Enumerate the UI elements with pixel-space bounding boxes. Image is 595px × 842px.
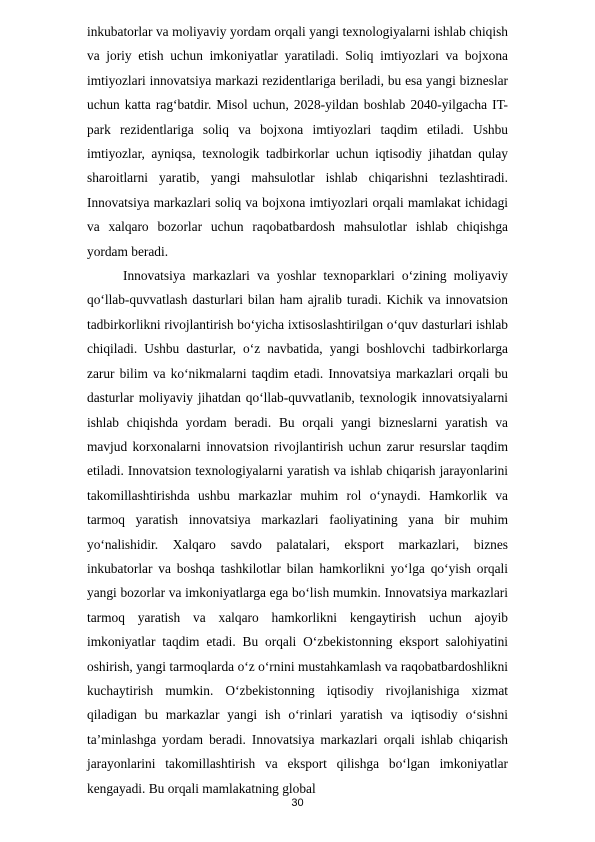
paragraph-1: inkubatorlar va moliyaviy yordam orqali yangi texnologiyalarni ishlab chiqish va joriy etish uchun imkoniyatlar yaratiladi. Soliq imtiyozlari va bojxona imtiyozlari innovatsiya markazi rezidentlariga beriladi, bu esa yangi bizneslar uchun katta rag‘batdir. Misol uchun, 2028-yildan boshlab 2040-yilgacha IT-park rezidentlariga soliq va bojxona imtiyozlari taqdim etiladi. Ushbu imtiyozlar, ayniqsa, texnologik tadbirkorlar uchun iqtisodiy jihatdan qulay sharoitlarni yaratib, yangi mahsulotlar ishlab chiqarishni tezlashtiradi. Innovatsiya markazlari soliq va bojxona imtiyozlari orqali mamlakat ichidagi va xalqaro bozorlar uchun raqobatbardosh mahsulotlar ishlab chiqishga yordam beradi. — [87, 24, 508, 259]
page-number: 30 — [291, 797, 304, 809]
paragraph-2: Innovatsiya markazlari va yoshlar texnoparklari o‘zining moliyaviy qo‘llab-quvvatlash dasturlari bilan ham ajralib turadi. Kichik va innovatsion tadbirkorlikni rivojlantirish bo‘yicha ixtisoslashtirilgan o‘quv dasturlari ishlab chiqiladi. Ushbu dasturlar, o‘z navbatida, yangi boshlovchi tadbirkorlarga zarur bilim va ko‘nikmalarni taqdim etadi. Innovatsiya markazlari orqali bu dasturlar moliyaviy jihatdan qo‘llab-quvvatlanib, texnologik innovatsiyalarni ishlab chiqishda yordam beradi. Bu orqali yangi bizneslarni yaratish va mavjud korxonalarni innovatsion rivojlantirish uchun zarur resurslar taqdim etiladi. Innovatsion texnologiyalarni yaratish va ishlab chiqarish jarayonlarini takomillashtirishda ushbu markazlar muhim rol o‘ynaydi. Hamkorlik va tarmoq yaratish innovatsiya markazlari faoliyatining yana bir muhim yo‘nalishidir. Xalqaro savdo palatalari, eksport markazlari, biznes inkubatorlar va boshqa tashkilotlar bilan hamkorlikni yo‘lga qo‘yish orqali yangi bozorlar va imkoniyatlarga ega bo‘lish mumkin. Innovatsiya markazlari tarmoq yaratish va xalqaro hamkorlikni kengaytirish uchun ajoyib imkoniyatlar taqdim etadi. Bu orqali O‘zbekistonning eksport salohiyatini oshirish, yangi tarmoqlarda o‘z o‘rnini mustahkamlash va raqobatbardoshlikni kuchaytirish mumkin. O‘zbekistonning iqtisodiy rivojlanishiga xizmat qiladigan bu markazlar yangi ish o‘rinlari yaratish va iqtisodiy o‘sishni ta’minlashga yordam beradi. Innovatsiya markazlari orqali ishlab chiqarish jarayonlarini takomillashtirish va eksport qilishga bo‘lgan imkoniyatlar kengayadi. Bu orqali mamlakatning global — [87, 268, 508, 796]
body-text — [87, 20, 508, 801]
